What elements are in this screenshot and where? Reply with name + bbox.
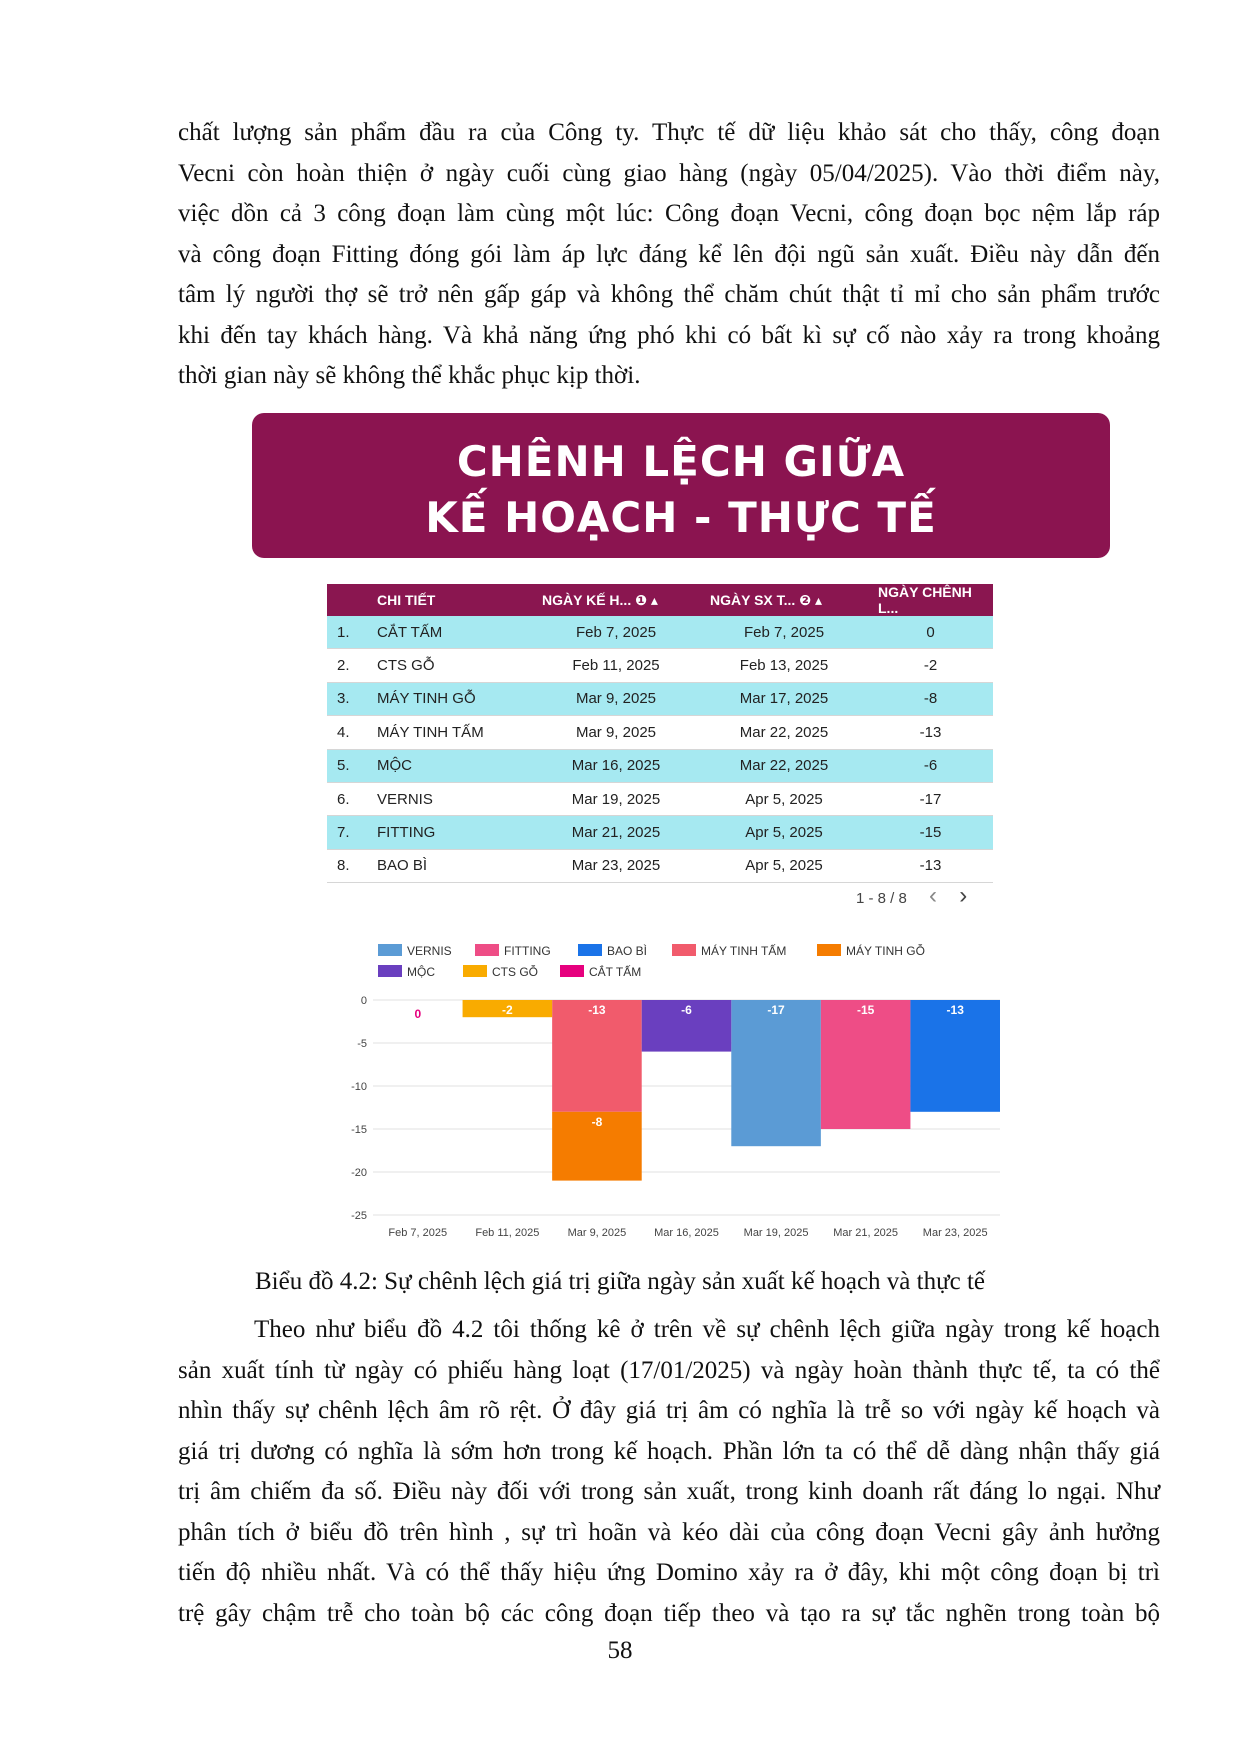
data-label: -8 [591,1114,603,1129]
row-plan-date: Mar 21, 2025 [532,816,700,849]
text-line: việc dồn cả 3 công đoạn làm cùng một lúc: Công đoạn Vecni, công đoạn bọc nệm lắp ráp [178,200,1160,227]
row-name: MÁY TINH TẤM [377,716,532,749]
row-name: MỘC [377,749,532,782]
row-index: 8. [327,849,377,882]
y-tick-label: -10 [351,1081,367,1093]
row-diff: -2 [868,649,993,682]
row-actual-date: Apr 5, 2025 [700,849,868,882]
legend-label[interactable]: FITTING [504,944,551,958]
pagination-label: 1 - 8 / 8 [856,890,907,907]
x-tick-label: Mar 19, 2025 [743,1227,809,1239]
data-label: -17 [767,1003,785,1017]
stacked-bar-chart [0,935,1240,1275]
legend-swatch [672,944,696,956]
data-label: -13 [946,1003,964,1017]
pagination [856,882,985,910]
row-plan-date: Mar 23, 2025 [532,849,700,882]
legend-label[interactable]: MÁY TINH TẤM [701,944,787,958]
legend-label[interactable]: CẮT TẤM [589,965,642,979]
table-row[interactable] [327,682,993,715]
row-actual-date: Mar 22, 2025 [700,716,868,749]
table-row[interactable] [327,649,993,682]
text-line: khi đến tay khách hàng. Và khả năng ứng phó khi có bất kì sự cố nào xảy ra trong khoảng [178,321,1160,349]
row-actual-date: Mar 22, 2025 [700,749,868,782]
row-index: 5. [327,749,377,782]
row-diff: -13 [868,849,993,882]
legend-label[interactable]: MÁY TINH GỖ [846,944,925,958]
row-diff: -6 [868,749,993,782]
data-label: -15 [856,1003,875,1017]
header-ngay-chenh-lech[interactable]: NGÀY CHÊNH L... [868,584,993,616]
x-tick-label: Mar 16, 2025 [654,1227,719,1239]
legend-label[interactable]: CTS GỖ [492,965,539,979]
header-ngay-ke-hoach[interactable]: NGÀY KẾ H... ❶ ▴ [532,584,700,616]
legend-swatch [578,944,602,956]
row-actual-date: Feb 7, 2025 [700,616,868,649]
table-row[interactable] [327,716,993,749]
header-index [327,584,377,616]
row-plan-date: Mar 9, 2025 [532,716,700,749]
row-plan-date: Feb 7, 2025 [532,616,700,649]
text-line: trệ gây chậm trễ cho toàn bộ các công đoạn tiếp theo và tạo ra sự tắc nghẽn trong toàn bộ [178,1599,1160,1627]
data-label: -13 [588,1003,606,1017]
x-tick-label: Mar 21, 2025 [833,1227,899,1239]
y-tick-label: -20 [351,1167,367,1179]
header-ngay-san-xuat[interactable]: NGÀY SX T... ❷ ▴ [700,584,868,616]
text-line: giá trị dương có nghĩa là sớm hơn trong kế hoạch. Phần lớn ta có thể dễ dàng nhận thấy giá [178,1437,1160,1465]
x-tick-label: Mar 9, 2025 [567,1227,627,1239]
figure-caption: Biểu đồ 4.2: Sự chênh lệch giá trị giữa ngày sản xuất kế hoạch và thực tế [254,1268,986,1295]
row-index: 1. [327,616,377,649]
x-tick-label: Feb 11, 2025 [475,1227,540,1239]
text-line: Theo như biểu đồ 4.2 tôi thống kê ở trên về sự chênh lệch giữa ngày trong kế hoạch [254,1316,1160,1343]
y-tick-label: -5 [357,1038,367,1050]
table-row[interactable] [327,849,993,882]
legend-swatch [560,965,584,977]
table-row[interactable] [327,782,993,815]
data-label: -6 [681,1003,692,1017]
data-label: -2 [502,1003,513,1017]
header-chi-tiet[interactable]: CHI TIẾT [377,584,532,616]
paragraph-top [178,113,1160,397]
row-name: BAO BÌ [377,849,532,882]
row-diff: -13 [868,716,993,749]
row-index: 4. [327,716,377,749]
row-plan-date: Mar 9, 2025 [532,682,700,715]
row-name: CTS GỖ [377,649,532,682]
text-line: nhìn thấy sự chênh lệch âm rõ rệt. Ở đây giá trị âm có nghĩa là trễ so với ngày kế hoạch và [178,1397,1160,1424]
text-line: sản xuất tính từ ngày có phiếu hàng loạt (17/01/2025) và ngày hoàn thành thực tế, ta có thể [178,1356,1160,1384]
legend-swatch [463,965,487,977]
text-line: tiến độ nhiều nhất. Và có thể thấy hiệu ứng Domino xảy ra ở đây, khi một công đoạn bị trì [178,1559,1160,1586]
row-plan-date: Mar 19, 2025 [532,782,700,815]
bar-fitting[interactable] [821,1000,911,1129]
legend-swatch [817,944,841,956]
banner-title-line1: CHÊNH LỆCH GIỮA [456,437,906,486]
y-tick-label: 0 [360,995,367,1007]
x-tick-label: Mar 23, 2025 [922,1227,988,1239]
chart-legend [378,943,925,979]
row-diff: -15 [868,816,993,849]
dashboard-banner [252,413,1110,558]
paragraph-bottom [178,1310,1160,1634]
row-diff: 0 [868,616,993,649]
chart-bars [414,1000,1000,1181]
row-diff: -8 [868,682,993,715]
data-table [327,584,993,883]
table-row[interactable] [327,616,993,649]
text-line: tâm lý người thợ sẽ trở nên gấp gáp và không thể chăm chút thật tỉ mỉ cho sản phẩm trước [178,281,1160,308]
text-line: chất lượng sản phẩm đầu ra của Công ty. Thực tế dữ liệu khảo sát cho thấy, công đoạn [178,119,1160,146]
text-line: phân tích ở biểu đồ trên hình , sự trì hoãn và kéo dài của công đoạn Vecni gây ảnh hưởng [178,1518,1160,1546]
row-actual-date: Mar 17, 2025 [700,682,868,715]
table-row[interactable] [327,749,993,782]
table-row[interactable] [327,816,993,849]
prev-page-icon[interactable]: ‹ [929,882,938,909]
next-page-icon[interactable]: › [959,882,968,909]
bar-vernis[interactable] [731,1000,821,1146]
row-plan-date: Feb 11, 2025 [532,649,700,682]
row-diff: -17 [868,782,993,815]
page-number: 58 [607,1637,633,1664]
row-index: 7. [327,816,377,849]
row-actual-date: Apr 5, 2025 [700,816,868,849]
row-name: VERNIS [377,782,532,815]
text-line: và công đoạn Fitting đóng gói làm áp lực đáng kể lên đội ngũ sản xuất. Điều này dẫn đến [178,240,1160,268]
chart-x-labels [388,1227,987,1239]
legend-swatch [378,944,402,956]
row-name: MÁY TINH GỖ [377,682,532,715]
legend-label[interactable]: BAO BÌ [607,944,648,958]
legend-swatch [378,965,402,977]
row-name: CẮT TẤM [377,616,532,649]
row-name: FITTING [377,816,532,849]
x-tick-label: Feb 7, 2025 [388,1227,448,1239]
table-header-row [327,584,993,616]
legend-swatch [475,944,499,956]
legend-label[interactable]: VERNIS [407,944,452,958]
row-index: 6. [327,782,377,815]
text-line: Vecni còn hoàn thiện ở ngày cuối cùng giao hàng (ngày 05/04/2025). Vào thời điểm này, [178,159,1160,187]
row-index: 2. [327,649,377,682]
row-plan-date: Mar 16, 2025 [532,749,700,782]
text-line: thời gian này sẽ không thể khắc phục kịp thời. [178,362,641,389]
text-line: trị âm chiếm đa số. Điều này đối với trong sản xuất, trong kinh doanh rất đáng lo ngại. Như [178,1478,1160,1505]
y-tick-label: -15 [351,1124,367,1136]
data-label: 0 [414,1007,422,1021]
banner-title-line2: KẾ HOẠCH - THỰC TẾ [425,493,937,542]
y-tick-label: -25 [351,1210,367,1222]
row-actual-date: Apr 5, 2025 [700,782,868,815]
legend-label[interactable]: MỘC [407,965,435,979]
row-index: 3. [327,682,377,715]
row-actual-date: Feb 13, 2025 [700,649,868,682]
